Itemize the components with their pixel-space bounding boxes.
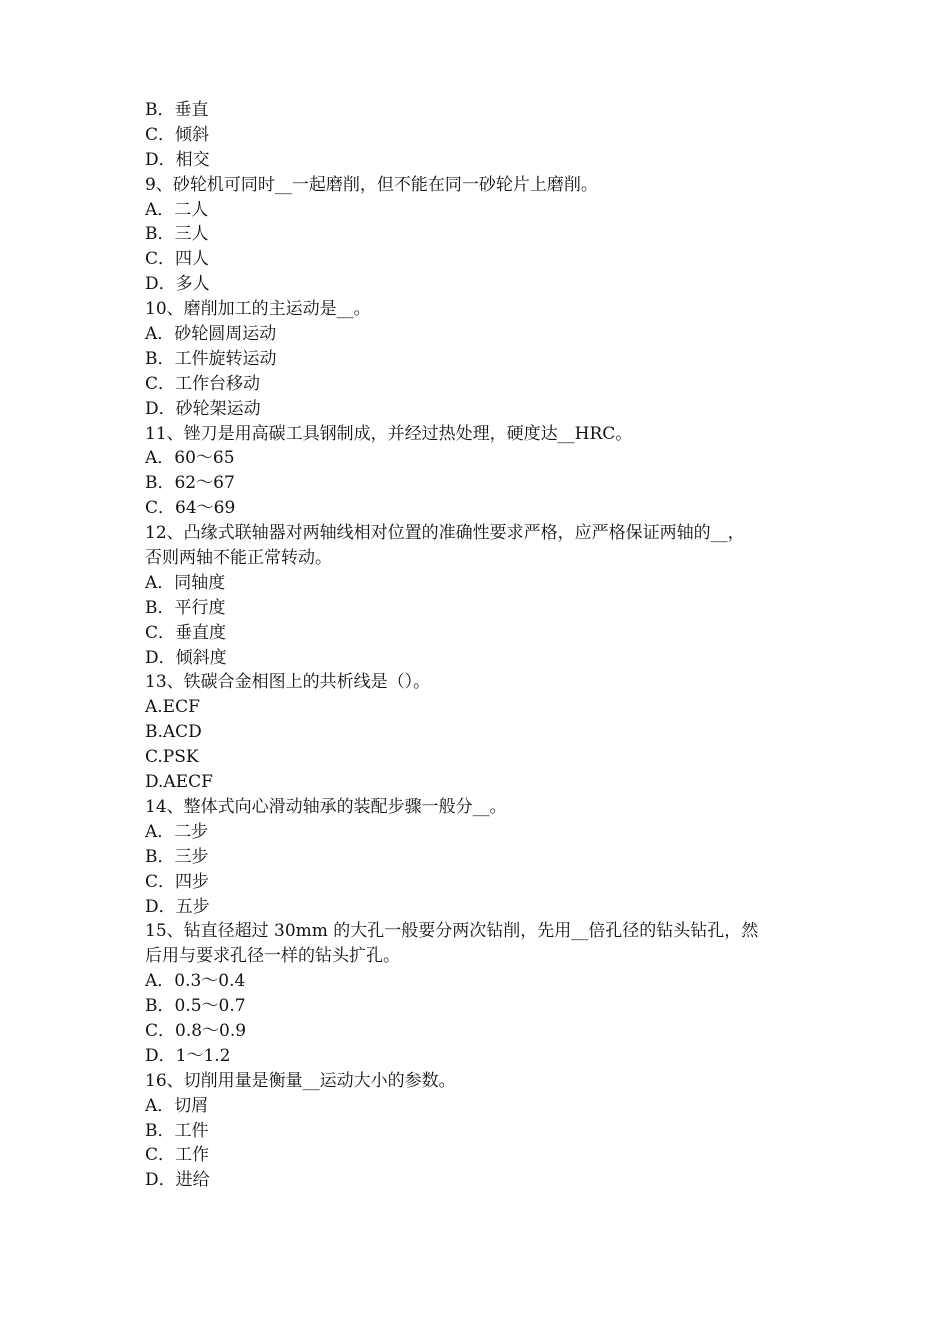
option-line: C．四步 xyxy=(145,871,210,892)
option-line: C．0.8～0.9 xyxy=(145,1020,247,1041)
option-line: D．多人 xyxy=(145,274,210,295)
option-line: B．垂直 xyxy=(145,100,209,120)
question-line: 14、整体式向心滑动轴承的装配步骤一般分__。 xyxy=(145,796,507,817)
option-line: D.AECF xyxy=(145,772,213,793)
question-line: 10、磨削加工的主运动是__。 xyxy=(145,299,371,320)
option-line: B.ACD xyxy=(145,722,202,743)
option-line: D．相交 xyxy=(145,149,210,170)
option-line: A．0.3～0.4 xyxy=(145,971,246,992)
option-line: B．三步 xyxy=(145,846,209,867)
option-line: A．60～65 xyxy=(145,448,235,469)
option-line: D．砂轮架运动 xyxy=(145,398,261,419)
option-line: B．三人 xyxy=(145,224,209,245)
option-line: B．平行度 xyxy=(145,597,226,618)
option-line: D．进给 xyxy=(145,1170,210,1191)
option-line: A.ECF xyxy=(145,697,200,718)
question-line: 13、铁碳合金相图上的共析线是（）。 xyxy=(145,672,431,693)
option-line: B．62～67 xyxy=(145,473,235,494)
question-line: 9、砂轮机可同时__一起磨削，但不能在同一砂轮片上磨削。 xyxy=(145,174,598,195)
option-line: C．垂直度 xyxy=(145,622,227,643)
option-line: A．二人 xyxy=(145,199,209,220)
option-line: B．工件 xyxy=(145,1120,209,1141)
option-line: C．四人 xyxy=(145,249,210,270)
option-line: A．砂轮圆周运动 xyxy=(145,324,277,345)
question-line: 否则两轴不能正常转动。 xyxy=(145,548,332,569)
document-body xyxy=(145,98,815,1193)
option-line: D．倾斜度 xyxy=(145,647,227,668)
question-line: 12、凸缘式联轴器对两轴线相对位置的准确性要求严格，应严格保证两轴的__， xyxy=(145,523,745,544)
option-line: C．工作 xyxy=(145,1145,210,1166)
option-line: A．二步 xyxy=(145,821,209,842)
option-line: D．五步 xyxy=(145,896,210,917)
option-line: A．同轴度 xyxy=(145,572,226,593)
option-line: A．切屑 xyxy=(145,1095,209,1116)
option-line: C．64～69 xyxy=(145,498,236,519)
question-line: 16、切削用量是衡量__运动大小的参数。 xyxy=(145,1070,456,1091)
question-line: 后用与要求孔径一样的钻头扩孔。 xyxy=(145,946,400,967)
option-line: B．0.5～0.7 xyxy=(145,996,246,1017)
question-line: 11、锉刀是用高碳工具钢制成，并经过热处理，硬度达__HRC。 xyxy=(145,423,633,444)
option-line: D．1～1.2 xyxy=(145,1045,231,1066)
option-line: B．工件旋转运动 xyxy=(145,348,277,369)
question-line: 15、钻直径超过 30mm 的大孔一般要分两次钻削，先用__倍孔径的钻头钻孔，然 xyxy=(145,921,759,942)
option-line: C．工作台移动 xyxy=(145,373,261,394)
option-line: C．倾斜 xyxy=(145,124,210,145)
option-line: C.PSK xyxy=(145,747,199,768)
